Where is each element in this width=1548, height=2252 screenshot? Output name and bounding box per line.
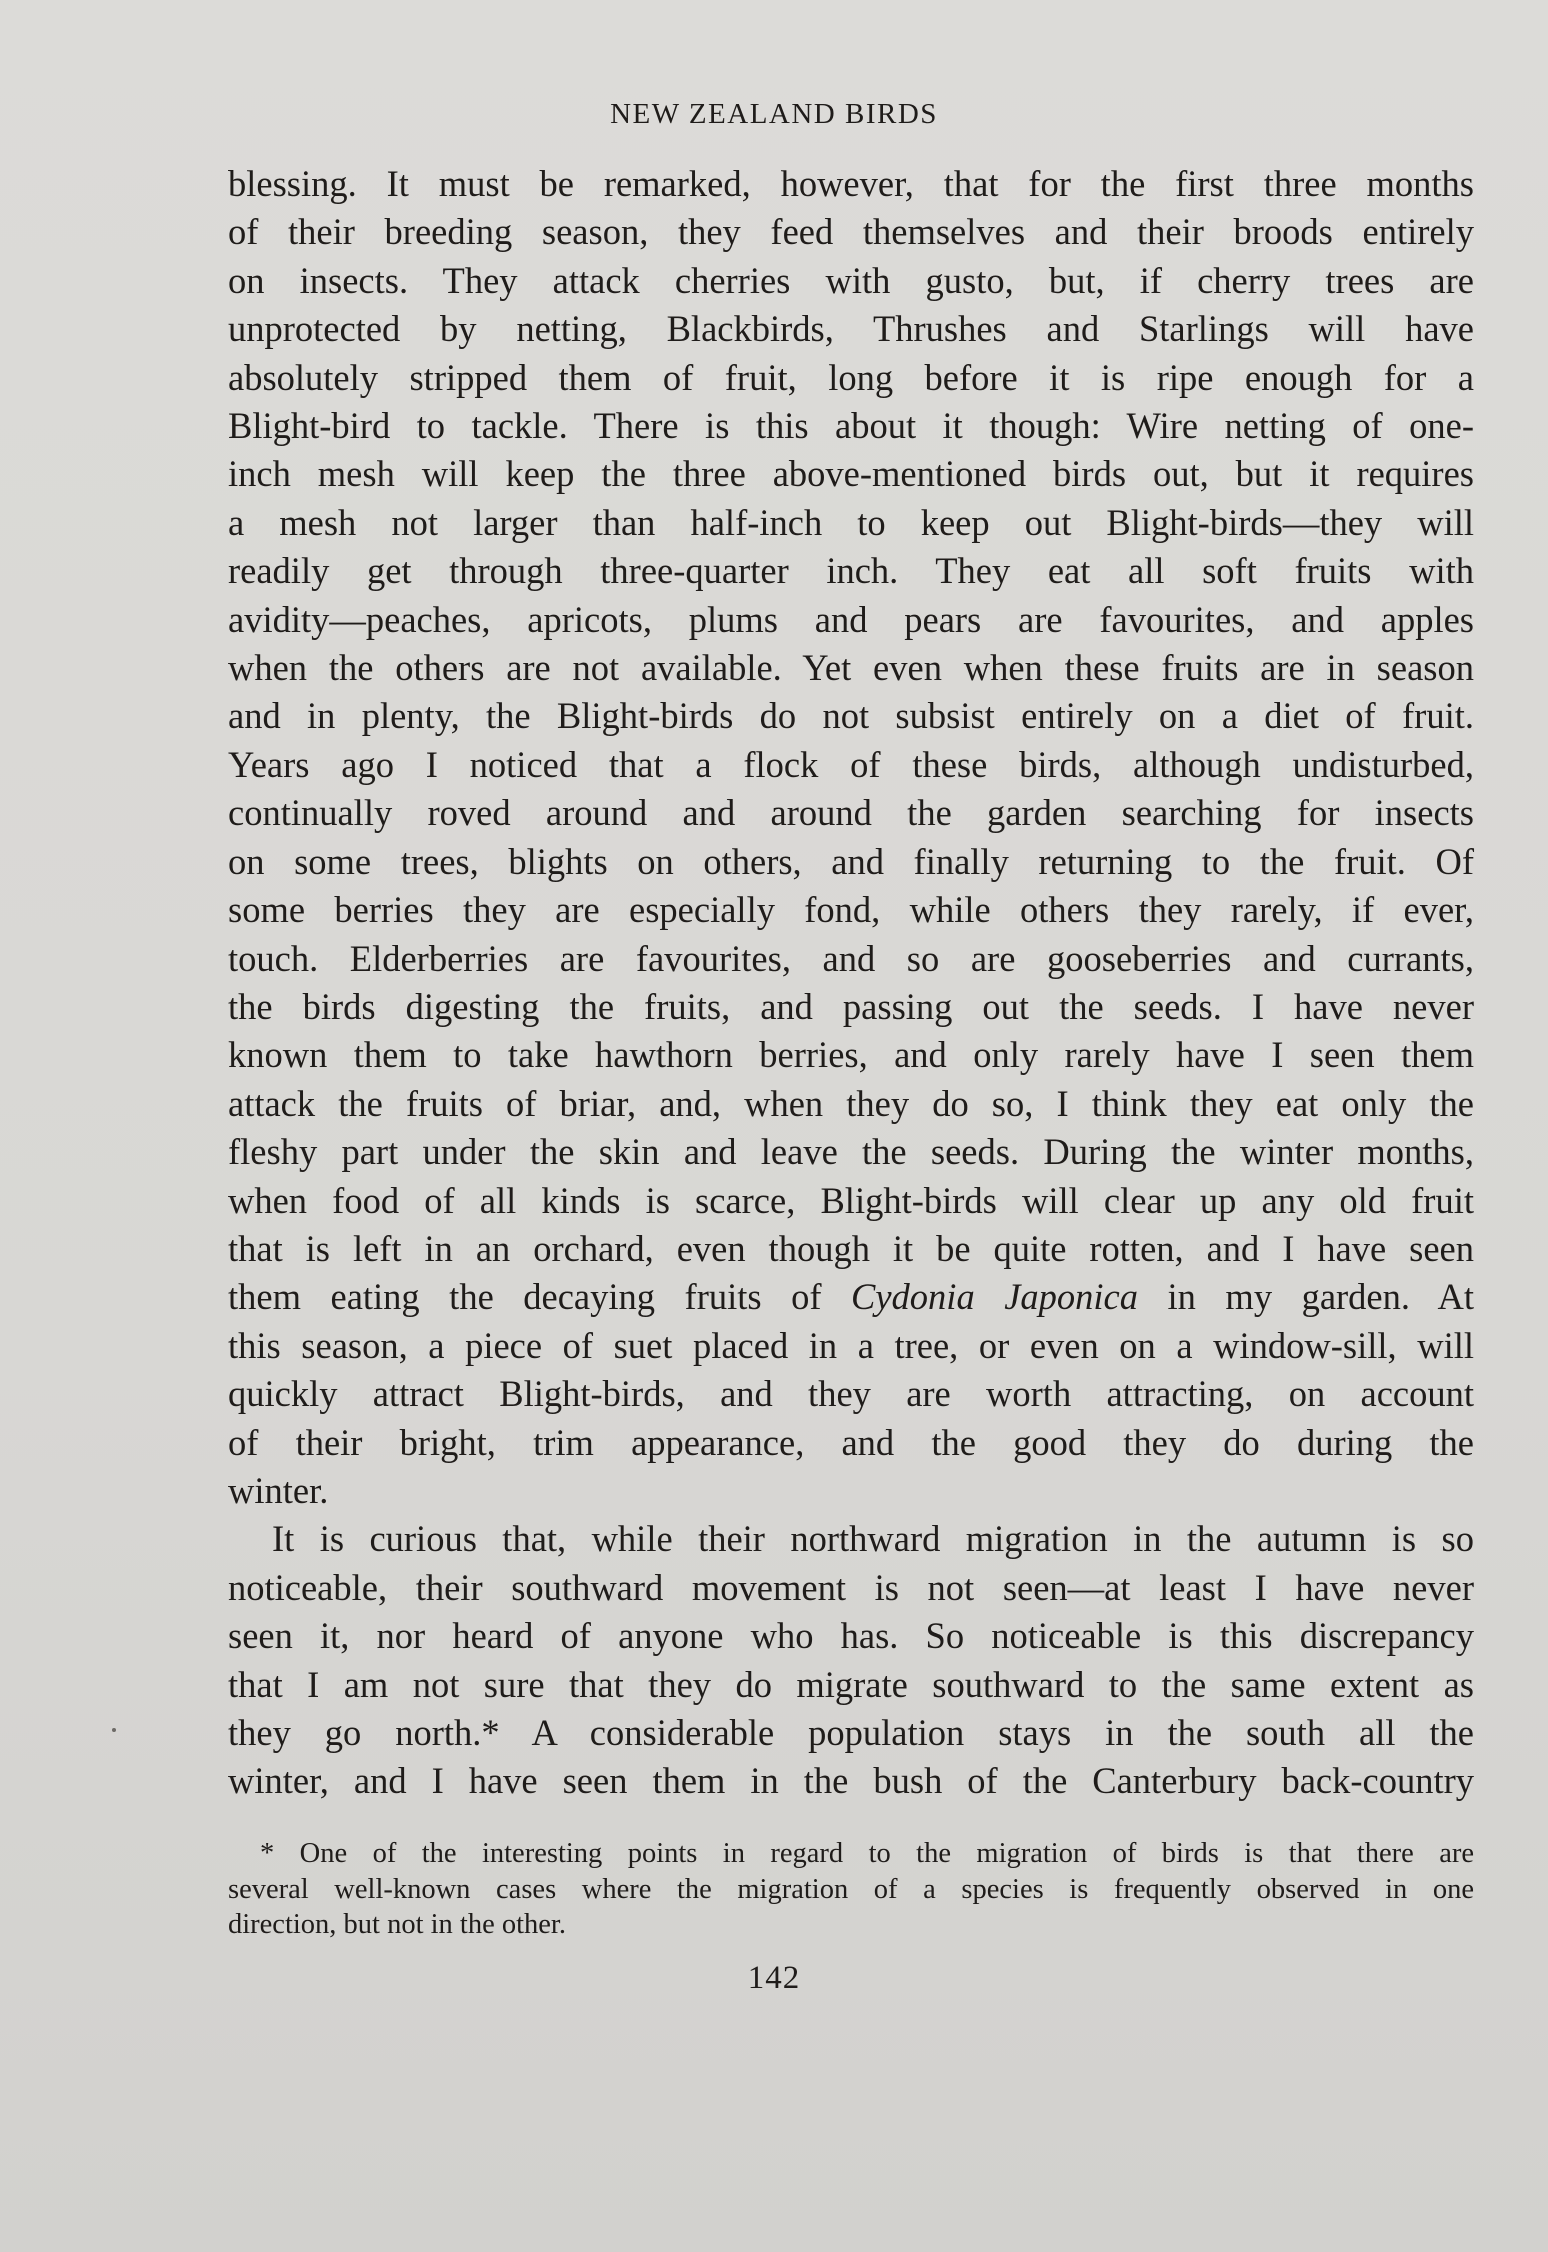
line-segment: them eating the decaying fruits of	[228, 1276, 852, 1318]
text-line: this season, a piece of suet placed in a tree, or even on a window-sill, will	[228, 1324, 1474, 1366]
text-line: that is left in an orchard, even though it be quite rotten, and I have seen	[228, 1227, 1474, 1269]
text-line: when food of all kinds is scarce, Blight-birds will clear up any old fruit	[228, 1179, 1474, 1221]
text-line: of their bright, trim appearance, and the good they do during the	[228, 1421, 1474, 1463]
text-line: some berries they are especially fond, while others they rarely, if ever,	[228, 889, 1474, 931]
margin-speck	[112, 1728, 116, 1732]
text-line: noticeable, their southward movement is not seen—at least I have never	[228, 1566, 1474, 1608]
text-line-with-italic	[228, 1273, 1474, 1321]
main-text-block	[228, 160, 1474, 1806]
text-line: touch. Elderberries are favourites, and so are gooseberries and currants,	[228, 937, 1474, 979]
text-line: and in plenty, the Blight-birds do not subsist entirely on a diet of fruit.	[228, 695, 1474, 737]
text-line: of their breeding season, they feed themselves and their broods entirely	[228, 211, 1474, 253]
text-line: on some trees, blights on others, and finally returning to the fruit. Of	[228, 840, 1474, 882]
paragraph-first-line: It is curious that, while their northward migration in the autumn is so	[272, 1518, 1474, 1560]
text-line: a mesh not larger than half-inch to keep out Blight-birds—they will	[228, 501, 1474, 543]
text-line: that I am not sure that they do migrate southward to the same extent as	[228, 1663, 1474, 1705]
text-line: readily get through three-quarter inch. They eat all soft fruits with	[228, 550, 1474, 592]
text-line: unprotected by netting, Blackbirds, Thrushes and Starlings will have	[228, 308, 1474, 350]
footnote	[228, 1836, 1474, 1943]
text-line: fleshy part under the skin and leave the seeds. During the winter months,	[228, 1131, 1474, 1173]
text-line: blessing. It must be remarked, however, that for the first three months	[228, 163, 1474, 204]
footnote-line: several well-known cases where the migration of a species is frequently observed in one	[228, 1873, 1474, 1905]
text-line: known them to take hawthorn berries, and only rarely have I seen them	[228, 1034, 1474, 1076]
text-line: quickly attract Blight-birds, and they are worth attracting, on account	[228, 1373, 1474, 1415]
footnote-line: direction, but not in the other.	[228, 1909, 566, 1941]
page-number: 142	[747, 1960, 801, 1996]
line-segment: in my garden. At	[1138, 1276, 1475, 1318]
text-line: Blight-bird to tackle. There is this about it though: Wire netting of one-	[228, 405, 1474, 447]
running-head: NEW ZEALAND BIRDS	[610, 98, 938, 130]
text-line: seen it, nor heard of anyone who has. So noticeable is this discrepancy	[228, 1615, 1474, 1657]
text-line: inch mesh will keep the three above-mentioned birds out, but it requires	[228, 453, 1474, 495]
footnote-line: * One of the interesting points in regard to the migration of birds is that there are	[260, 1838, 1474, 1869]
text-line: absolutely stripped them of fruit, long before it is ripe enough for a	[228, 356, 1474, 398]
text-line: attack the fruits of briar, and, when they do so, I think they eat only the	[228, 1082, 1474, 1124]
italic-species-name: Cydonia Japonica	[851, 1276, 1139, 1318]
text-line: Years ago I noticed that a flock of these birds, although undisturbed,	[228, 743, 1474, 785]
text-line: on insects. They attack cherries with gusto, but, if cherry trees are	[228, 259, 1474, 301]
text-line: continually roved around and around the garden searching for insects	[228, 792, 1474, 834]
text-line: avidity—peaches, apricots, plums and pears are favourites, and apples	[228, 598, 1474, 640]
text-line: winter.	[228, 1469, 329, 1511]
text-line: winter, and I have seen them in the bush of the Canterbury back-country	[228, 1760, 1474, 1802]
text-line: they go north.* A considerable population stays in the south all the	[228, 1712, 1474, 1753]
text-line: when the others are not available. Yet even when these fruits are in season	[228, 647, 1474, 689]
text-line: the birds digesting the fruits, and passing out the seeds. I have never	[228, 985, 1474, 1027]
